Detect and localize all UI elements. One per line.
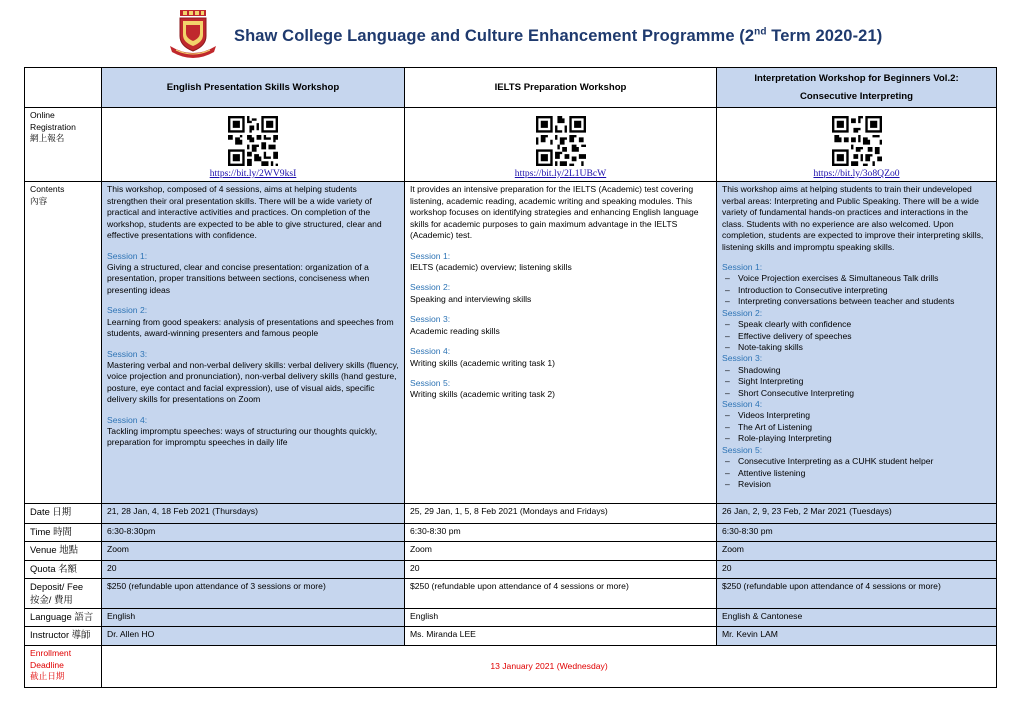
list-item: – Attentive listening <box>722 468 991 479</box>
contents-cell-ielts <box>405 182 717 504</box>
qr-code-icon[interactable] <box>536 116 586 166</box>
instructor-label: Instructor 導師 <box>25 627 102 646</box>
session-label: Session 3: <box>107 348 148 359</box>
instructor-row <box>25 627 997 646</box>
session-list <box>722 365 991 399</box>
list-item: – Voice Projection exercises & Simultaneous Talk drills <box>722 273 991 284</box>
list-item: – Videos Interpreting <box>722 410 991 421</box>
session-label: Session 2: <box>107 305 148 316</box>
time-label: Time 時間 <box>25 524 102 542</box>
workshop-title-ielts: IELTS Preparation Workshop <box>405 68 717 108</box>
deadline-row <box>25 646 997 688</box>
fee-label: Deposit/ Fee 按金/ 費用 <box>25 579 102 609</box>
date-cell: 21, 28 Jan, 4, 18 Feb 2021 (Thursdays) <box>102 504 405 524</box>
page-title: Shaw College Language and Culture Enhancement Programme (2nd Term 2020-21) <box>234 26 883 45</box>
list-item: – The Art of Listening <box>722 422 991 433</box>
fee-cell: $250 (refundable upon attendance of 4 sessions or more) <box>405 579 717 609</box>
session-label: Session 3: <box>722 353 763 364</box>
session-label: Session 4: <box>410 346 451 357</box>
session-label: Session 2: <box>410 282 451 293</box>
list-item: – Note-taking skills <box>722 342 991 353</box>
list-item: – Speak clearly with confidence <box>722 319 991 330</box>
instructor-cell: Mr. Kevin LAM <box>717 627 997 646</box>
session-label: Session 5: <box>722 444 763 455</box>
list-item: – Consecutive Interpreting as a CUHK student helper <box>722 456 991 467</box>
registration-link[interactable]: https://bit.ly/3o8QZo0 <box>813 167 900 179</box>
session-text: Writing skills (academic writing task 1) <box>410 357 556 368</box>
list-item: – Introduction to Consecutive interpreting <box>722 285 991 296</box>
registration-link[interactable]: https://bit.ly/2L1UBcW <box>514 167 607 179</box>
language-row <box>25 609 997 627</box>
quota-row <box>25 561 997 579</box>
list-item: – Effective delivery of speeches <box>722 331 991 342</box>
language-cell: English & Cantonese <box>717 609 997 627</box>
session-text: Writing skills (academic writing task 2) <box>410 389 556 400</box>
list-item: – Revision <box>722 479 991 490</box>
date-label: Date 日期 <box>25 504 102 524</box>
qr-code-icon[interactable] <box>228 116 278 166</box>
session-list <box>722 456 991 490</box>
registration-cell-ielts <box>405 108 717 182</box>
deadline-label: Enrollment Deadline 截止日期 <box>25 646 102 688</box>
venue-cell: Zoom <box>405 542 717 561</box>
list-item: – Shadowing <box>722 365 991 376</box>
session-label: Session 5: <box>410 377 451 388</box>
session-text: Learning from good speakers: analysis of presentations and speeches from students, award-winning presenters and famous people <box>107 316 394 339</box>
corner-cell <box>25 68 102 108</box>
session-text: IELTS (academic) overview; listening skills <box>410 262 572 272</box>
list-item: – Role-playing Interpreting <box>722 433 991 444</box>
venue-row <box>25 542 997 561</box>
session-list <box>722 319 991 353</box>
registration-label: Online Registration 網上報名 <box>25 108 102 182</box>
quota-label: Quota 名額 <box>25 561 102 579</box>
date-cell: 25, 29 Jan, 1, 5, 8 Feb 2021 (Mondays and Fridays) <box>405 504 717 524</box>
session-text: Mastering verbal and non-verbal delivery skills: verbal delivery skills (fluency, voice projection and pronunciation), non-verbal delivery skills (hand gesture, posture, eye contact and facial expression), use of visual aids, specific delivery skills for presentations on Zoom <box>107 359 399 405</box>
contents-label: Contents 內容 <box>25 182 102 504</box>
registration-row <box>25 108 997 182</box>
instructor-cell: Ms. Miranda LEE <box>405 627 717 646</box>
time-row <box>25 524 997 542</box>
language-label: Language 語言 <box>25 609 102 627</box>
contents-cell-interpretation <box>717 182 997 504</box>
time-cell: 6:30-8:30pm <box>102 524 405 542</box>
date-row <box>25 504 997 524</box>
session-label: Session 3: <box>410 314 451 325</box>
deadline-cell: 13 January 2021 (Wednesday) <box>102 646 997 688</box>
list-item: – Sight Interpreting <box>722 376 991 387</box>
time-cell: 6:30-8:30 pm <box>717 524 997 542</box>
workshop-description: It provides an intensive preparation for the IELTS (Academic) test covering listening, academic reading, academic writing and speaking modules. This workshop focuses on identifying strategies and enhancing English language skills for academic purposes to gain maximum advantage in the IELTS (Academic) test. <box>410 184 699 241</box>
session-label: Session 1: <box>410 250 451 261</box>
session-text: Giving a structured, clear and concise presentation: organization of a presentation, proper transitions between sections, conciseness when presenting ideas <box>107 262 370 295</box>
fee-cell: $250 (refundable upon attendance of 4 sessions or more) <box>717 579 997 609</box>
contents-cell-presentation <box>102 182 405 504</box>
programme-table <box>24 67 997 688</box>
workshop-header-row <box>25 68 997 108</box>
contents-row <box>25 182 997 504</box>
session-label: Session 4: <box>107 414 148 425</box>
language-cell: English <box>405 609 717 627</box>
venue-label: Venue 地點 <box>25 542 102 561</box>
time-cell: 6:30-8:30 pm <box>405 524 717 542</box>
registration-cell-presentation <box>102 108 405 182</box>
instructor-cell: Dr. Allen HO <box>102 627 405 646</box>
quota-cell: 20 <box>405 561 717 579</box>
session-list <box>722 273 991 307</box>
session-label: Session 1: <box>107 250 148 261</box>
language-cell: English <box>102 609 405 627</box>
registration-cell-interpretation <box>717 108 997 182</box>
shaw-college-logo-icon <box>166 8 220 60</box>
list-item: – Short Consecutive Interpreting <box>722 388 991 399</box>
session-label: Session 4: <box>722 399 763 410</box>
session-list <box>722 410 991 444</box>
session-label: Session 2: <box>722 307 763 318</box>
quota-cell: 20 <box>717 561 997 579</box>
registration-link[interactable]: https://bit.ly/2WV9ksI <box>209 167 297 179</box>
session-text: Academic reading skills <box>410 325 500 336</box>
date-cell: 26 Jan, 2, 9, 23 Feb, 2 Mar 2021 (Tuesdays) <box>717 504 997 524</box>
fee-row <box>25 579 997 609</box>
workshop-description: This workshop, composed of 4 sessions, aims at helping students strengthen their oral presentation skills. There will be a wide variety of practical and interactive activities and practices. On completion of the workshop, students are expected to be able to give structured, clear and effective presentations with confidence. <box>107 184 382 241</box>
workshop-title-presentation: English Presentation Skills Workshop <box>102 68 405 108</box>
session-label: Session 1: <box>722 262 763 272</box>
workshop-title-interpretation: Interpretation Workshop for Beginners Vol.2: Consecutive Interpreting <box>717 68 997 108</box>
quota-cell: 20 <box>102 561 405 579</box>
qr-code-icon[interactable] <box>832 116 882 166</box>
venue-cell: Zoom <box>102 542 405 561</box>
list-item: – Interpreting conversations between teacher and students <box>722 296 991 307</box>
venue-cell: Zoom <box>717 542 997 561</box>
workshop-description: This workshop aims at helping students to train their undeveloped verbal areas: Interpreting and Public Speaking. There will be a wide variety of fundamental hands-on practices and interactions in the class. Students with no experience are also welcomed. Upon completion, students are expected to improve their interpreting skills, listening skills and impromptu speaking skills. <box>722 184 984 252</box>
page-header <box>166 8 926 60</box>
session-text: Tackling impromptu speeches: ways of structuring our thoughts quickly, preparation for impromptu speeches in daily life <box>107 426 378 448</box>
session-text: Speaking and interviewing skills <box>410 293 532 304</box>
fee-cell: $250 (refundable upon attendance of 3 sessions or more) <box>102 579 405 609</box>
